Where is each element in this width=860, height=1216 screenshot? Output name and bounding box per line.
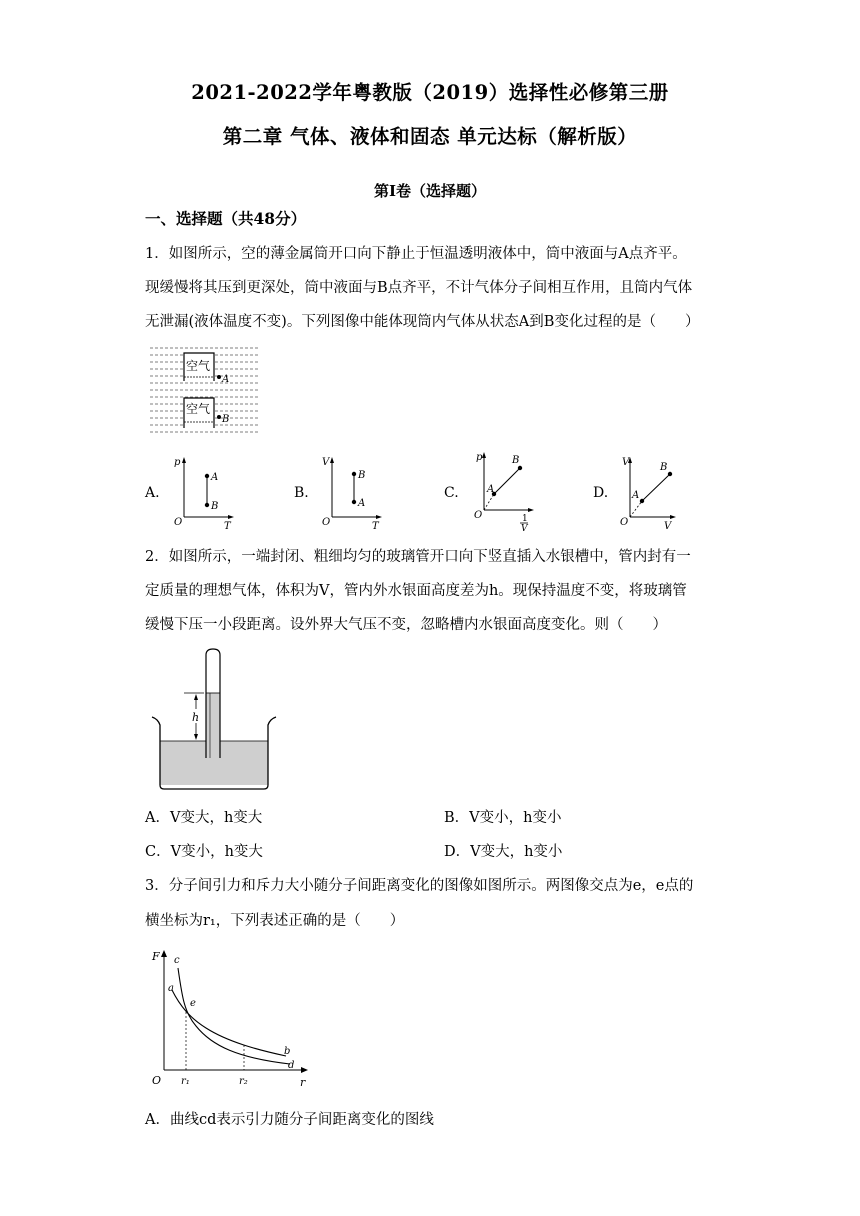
svg-text:T: T [372,521,379,531]
q1-option-b-graph [320,455,386,531]
q1-option-c-graph [470,450,540,534]
svg-text:B: B [512,455,520,466]
q1-line-2: 现缓慢将其压到更深处，筒中液面与B点齐平，不计气体分子间相互作用，且筒内气体 [145,280,693,296]
svg-text:r₂: r₂ [239,1076,248,1087]
q2-option-d[interactable]: D．V变大，h变小 [444,844,563,860]
q2-tube-figure [150,645,280,793]
svg-text:A: A [222,374,230,385]
svg-text:V: V [521,524,528,534]
q1-liquid-figure [148,344,264,438]
q2-option-c[interactable]: C．V变小，h变大 [145,844,263,860]
q1-line-1: 1．如图所示，空的薄金属筒开口向下静止于恒温透明液体中，筒中液面与A点齐平。 [145,246,687,262]
q3-line-1: 3．分子间引力和斥力大小随分子间距离变化的图像如图所示。两图像交点为e，e点的 [145,878,694,894]
q2-line-3: 缓慢下压一小段距离。设外界大气压不变，忽略槽内水银面高度变化。则（ ） [145,617,667,633]
svg-text:B: B [211,501,219,512]
svg-text:A: A [632,490,640,501]
q2-line-1: 2．如图所示，一端封闭、粗细均匀的玻璃管开口向下竖直插入水银槽中，管内封有一 [145,549,691,565]
svg-text:O: O [620,517,629,528]
q1-option-d-graph [618,455,684,531]
svg-text:c: c [174,955,180,966]
q1-option-a-graph [172,455,238,531]
svg-text:空气: 空气 [186,402,211,416]
svg-text:A: A [358,498,366,509]
title-line-1: 2021-2022学年粤教版（2019）选择性必修第三册 [191,81,669,104]
svg-text:O: O [174,517,183,528]
svg-text:1: 1 [522,514,528,524]
section-heading: 一、选择题（共48分） [145,209,307,228]
svg-text:V: V [664,521,672,531]
svg-text:B: B [660,462,668,473]
q1-option-c-label[interactable]: C. [444,485,459,501]
q1-option-a-label[interactable]: A. [145,485,160,501]
volume-heading: 第Ⅰ卷（选择题） [373,182,487,200]
svg-text:a: a [168,983,174,994]
q1-option-b-label[interactable]: B. [294,485,309,501]
svg-text:O: O [322,517,331,528]
svg-text:B: B [222,414,230,425]
svg-text:A: A [487,484,495,495]
svg-text:O: O [152,1074,162,1087]
svg-text:b: b [284,1046,291,1057]
q2-line-2: 定质量的理想气体，体积为V，管内外水银面高度差为h。现保持温度不变，将玻璃管 [145,583,687,599]
svg-text:e: e [190,998,196,1009]
q1-option-d-label[interactable]: D. [593,485,609,501]
q3-option-a[interactable]: A．曲线cd表示引力随分子间距离变化的图线 [145,1112,434,1128]
q3-line-2: 横坐标为r₁，下列表述正确的是（ ） [145,913,405,929]
svg-text:r₁: r₁ [181,1076,190,1087]
svg-text:V: V [622,457,630,468]
q2-option-a[interactable]: A．V变大，h变大 [145,810,263,826]
svg-text:空气: 空气 [186,359,211,373]
svg-text:r: r [300,1076,306,1089]
q3-force-graph [148,946,316,1090]
svg-text:F: F [152,950,160,963]
svg-text:O: O [474,510,483,521]
svg-text:B: B [358,470,366,481]
title-line-2: 第二章 气体、液体和固态 单元达标（解析版） [222,125,638,148]
svg-text:p: p [174,457,181,468]
svg-text:d: d [288,1060,295,1071]
svg-text:T: T [224,521,231,531]
svg-text:p: p [476,452,483,463]
q1-line-3: 无泄漏(液体温度不变)。下列图像中能体现筒内气体从状态A到B变化过程的是（ ） [145,314,700,330]
svg-text:h: h [192,711,200,724]
can-lower [184,398,229,428]
svg-text:A: A [211,472,219,483]
svg-text:V: V [322,457,330,468]
q2-option-b[interactable]: B．V变小，h变小 [444,810,562,826]
